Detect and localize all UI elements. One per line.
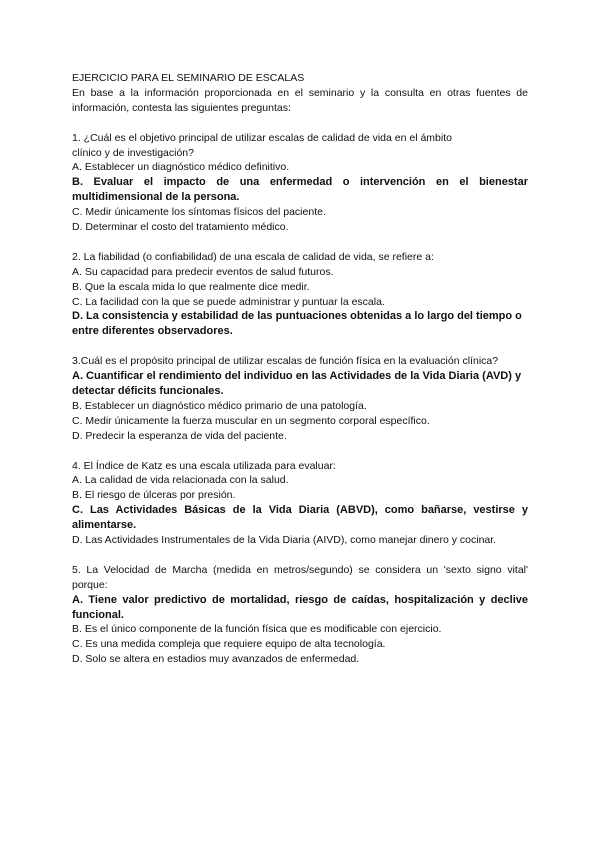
question-1-option-c: C. Medir únicamente los síntomas físicos del paciente. (72, 206, 326, 219)
document-body (72, 71, 528, 667)
document-intro: En base a la información proporcionada en el seminario y la consulta en otras fuentes de información, contesta las siguientes preguntas: (72, 86, 528, 114)
question-2-text: 2. La fiabilidad (o confiabilidad) de una escala de calidad de vida, se refiere a: (72, 250, 434, 263)
question-4-option-d: D. Las Actividades Instrumentales de la Vida Diaria (AIVD), como manejar dinero y cocinar. (72, 534, 497, 547)
question-3-text: 3.Cuál es el propósito principal de utilizar escalas de función física en la evaluación clínica? (72, 355, 499, 368)
question-2-option-a: A. Su capacidad para predecir eventos de salud futuros. (72, 265, 334, 278)
question-5-option-b: B. Es el único componente de la función física que es modificable con ejercicio. (72, 623, 442, 636)
question-1-text-line2: clínico y de investigación? (72, 146, 194, 159)
question-1-text-line1: 1. ¿Cuál es el objetivo principal de utilizar escalas de calidad de vida en el ámbito (72, 131, 452, 144)
question-2-option-c: C. La facilidad con la que se puede administrar y puntuar la escala. (72, 295, 385, 308)
question-3-option-d: D. Predecir la esperanza de vida del paciente. (72, 429, 287, 442)
question-5-option-a: A. Tiene valor predictivo de mortalidad, riesgo de caídas, hospitalización y declive funcional. (72, 593, 528, 621)
question-5-option-d: D. Solo se altera en estadios muy avanzados de enfermedad. (72, 653, 360, 666)
question-4-option-a: A. La calidad de vida relacionada con la salud. (72, 474, 289, 487)
question-2-option-b: B. Que la escala mida lo que realmente dice medir. (72, 280, 310, 293)
question-2-option-d: D. La consistencia y estabilidad de las puntuaciones obtenidas a lo largo del tiempo o entre diferentes observadores. (72, 310, 522, 338)
question-5-text: 5. La Velocidad de Marcha (medida en metros/segundo) se considera un 'sexto signo vital' porque: (72, 563, 528, 591)
question-1-option-b: B. Evaluar el impacto de una enfermedad o intervención en el bienestar multidimensional de la persona. (72, 176, 528, 204)
question-4-text: 4. El Índice de Katz es una escala utilizada para evaluar: (72, 459, 336, 472)
question-1-option-a: A. Establecer un diagnóstico médico definitivo. (72, 161, 290, 174)
question-4-option-b: B. El riesgo de úlceras por presión. (72, 489, 236, 502)
question-3-option-c: C. Medir únicamente la fuerza muscular en un segmento corporal específico. (72, 414, 430, 427)
question-3-option-b: B. Establecer un diagnóstico médico primario de una patología. (72, 399, 367, 412)
question-1-option-d: D. Determinar el costo del tratamiento médico. (72, 221, 289, 234)
question-3-option-a: A. Cuantificar el rendimiento del individuo en las Actividades de la Vida Diaria (AVD) y detectar déficits funcionales. (72, 370, 522, 397)
question-5-option-c: C. Es una medida compleja que requiere equipo de alta tecnología. (72, 638, 386, 651)
question-4-option-c: C. Las Actividades Básicas de la Vida Diaria (ABVD), como bañarse, vestirse y alimentarse. (72, 504, 528, 532)
document-title: EJERCICIO PARA EL SEMINARIO DE ESCALAS (72, 72, 305, 84)
